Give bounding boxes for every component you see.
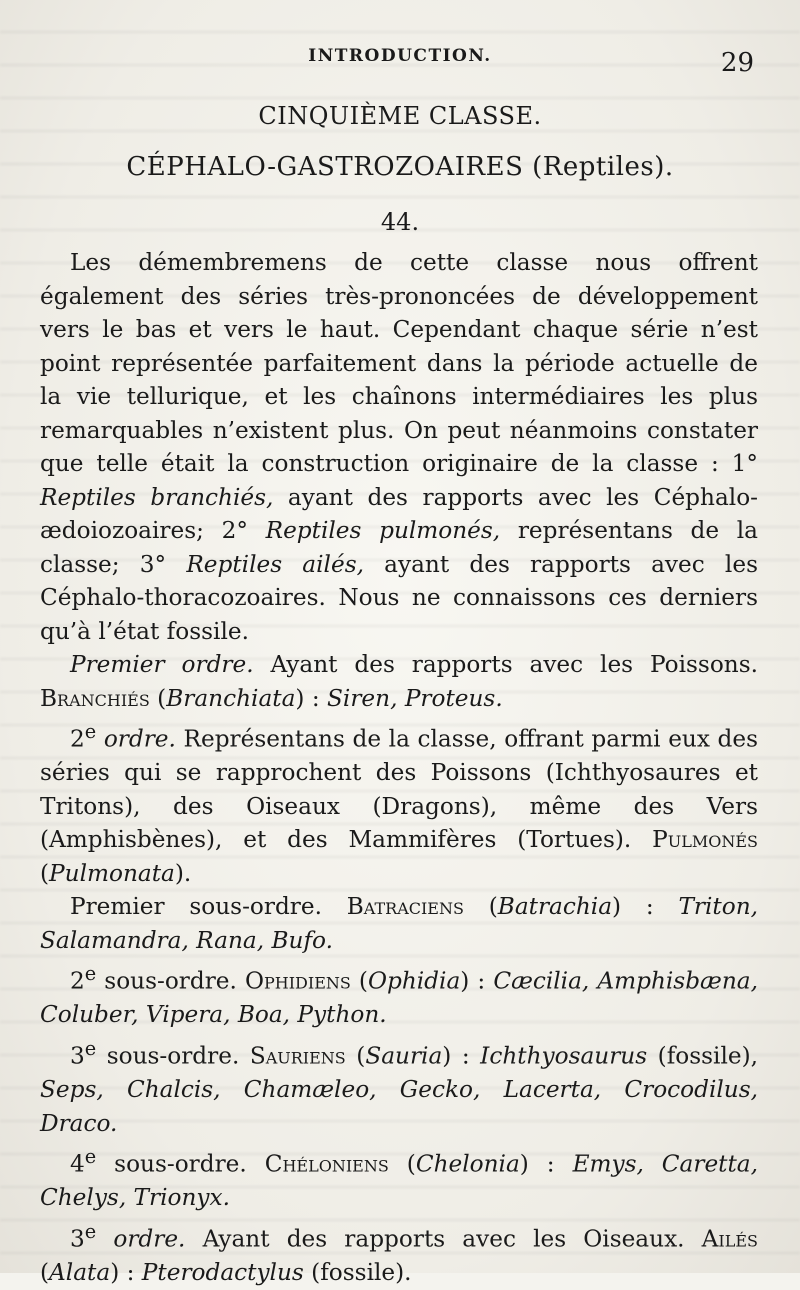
punctuation: ( <box>40 1259 50 1287</box>
latin-name: Sauria <box>365 1042 443 1070</box>
genera-list: Siren, Proteus. <box>327 684 503 712</box>
latin-name: Alata <box>49 1259 111 1287</box>
intro-paragraph <box>40 246 758 648</box>
ordinal-suffix: e <box>84 1145 97 1169</box>
term-reptiles-ailes: Reptiles ailés, <box>186 550 364 578</box>
suborder-heading: sous-ordre. <box>96 967 245 995</box>
class-title: CINQUIÈME CLASSE. <box>258 102 542 130</box>
punctuation: ( <box>345 1042 366 1070</box>
ordinal-suffix: e <box>84 1219 97 1243</box>
latin-name: Branchiata <box>166 684 296 712</box>
ordinal-suffix: e <box>84 962 97 986</box>
fossil-note: (fossile), <box>647 1042 759 1070</box>
punctuation: ( <box>388 1150 416 1178</box>
suborder-2-entry <box>40 957 758 1032</box>
ordinal-number: 2 <box>70 725 85 753</box>
term-reptiles-pulmones: Reptiles pulmonés, <box>265 517 501 544</box>
running-title: INTRODUCTION. <box>308 46 492 66</box>
genera-list: Seps, Chalcis, Chamæleo, Gecko, Lacerta, Crocodilus, Draco. <box>40 1076 758 1137</box>
genera-list: Triton, Salamandra, Rana, Bufo. <box>40 893 759 954</box>
genus-name: Pterodactylus <box>141 1259 304 1287</box>
suborder-3-entry <box>40 1032 758 1140</box>
page-number: 29 <box>720 48 754 78</box>
paragraph-text: Les démembremens de cette classe nous offrent également des séries très-prononcées de développement vers le bas et vers le haut. Cependant chaque série n’est point représentée parfaitement dans la période actuelle de la vie tellurique, et les chaînons intermédiaires les plus remarquables n’existent plus. On peut néanmoins constater que telle était la construction originaire de la classe : 1° <box>40 249 758 477</box>
taxon-name: Sauriens <box>249 1042 346 1070</box>
order-description: Ayant des rapports avec les Poissons. <box>253 651 758 678</box>
ordinal-number: 2 <box>70 967 85 995</box>
body-text <box>40 246 758 1290</box>
class-subtitle: CÉPHALO-GASTROZOAIRES (Reptiles). <box>126 152 674 182</box>
term-reptiles-branchies: Reptiles branchiés, <box>40 483 274 511</box>
order-3-entry <box>40 1215 758 1290</box>
latin-name: Pulmonata <box>49 859 175 887</box>
taxon-name: Branchiés <box>40 684 150 712</box>
punctuation: ). <box>174 859 192 887</box>
order-heading: Premier ordre. <box>70 651 254 678</box>
suborder-1-entry <box>40 890 758 957</box>
order-description: Représentans de la classe, offrant parmi eux des séries qui se rapprochent des Poissons (Ichthyosaures et Tritons), des Oiseaux (Dragons), même des Vers (Amphisbènes), et des Mammifères (Tortues). <box>40 725 759 854</box>
punctuation: ) : <box>460 967 494 995</box>
punctuation: ) : <box>612 893 679 921</box>
paragraph-text: représentans de la classe; 3° <box>40 517 759 578</box>
punctuation: ) : <box>110 1259 142 1287</box>
section-number: 44. <box>380 208 420 236</box>
ordinal-number: 3 <box>70 1225 85 1253</box>
order-heading: ordre. <box>96 1225 186 1253</box>
ordinal-suffix: e <box>84 1036 97 1060</box>
punctuation: ) : <box>519 1150 573 1178</box>
punctuation: ( <box>463 893 498 921</box>
taxon-name: Ailés <box>701 1225 759 1253</box>
page-header <box>0 40 800 80</box>
punctuation: ( <box>40 859 50 887</box>
suborder-heading: sous-ordre. <box>96 1042 250 1070</box>
suborder-heading: sous-ordre. <box>96 1150 265 1178</box>
fossil-note: (fossile). <box>303 1259 412 1287</box>
latin-name: Batrachia <box>497 893 613 921</box>
ordinal-number: 3 <box>70 1042 85 1070</box>
paragraph-text: ayant des rapports avec les Céphalo-thoracozoaires. Nous ne connaissons ces derniers qu’à l’état fossile. <box>40 550 758 645</box>
punctuation: ) : <box>295 684 328 712</box>
genera-list: Cæcilia, Amphisbæna, Coluber, Vipera, Boa, Python. <box>40 967 758 1029</box>
order-heading: ordre. <box>96 725 176 753</box>
genera-list: Emys, Caretta, Chelys, Trionyx. <box>40 1150 759 1212</box>
paragraph-text: ayant des rapports avec les Céphalo-ædoiozoaires; 2° <box>40 483 758 544</box>
ordinal-number: 4 <box>70 1150 85 1178</box>
punctuation: ( <box>149 684 167 712</box>
latin-name: Chelonia <box>415 1150 520 1178</box>
taxon-name: Ophidiens <box>245 967 351 995</box>
order-1-entry <box>40 648 758 715</box>
order-2-entry <box>40 715 758 890</box>
latin-name: Ophidia <box>367 967 461 995</box>
suborder-heading: Premier sous-ordre. <box>70 893 347 921</box>
ordinal-suffix: e <box>84 720 97 743</box>
suborder-4-entry <box>40 1140 758 1215</box>
taxon-name: Pulmonés <box>652 826 758 854</box>
taxon-name: Chéloniens <box>264 1150 389 1178</box>
order-description: Ayant des rapports avec les Oiseaux. <box>185 1225 702 1253</box>
punctuation: ( <box>350 967 368 995</box>
taxon-name: Batraciens <box>346 893 464 921</box>
genus-name: Ichthyosaurus <box>480 1042 648 1070</box>
punctuation: ) : <box>442 1042 481 1070</box>
